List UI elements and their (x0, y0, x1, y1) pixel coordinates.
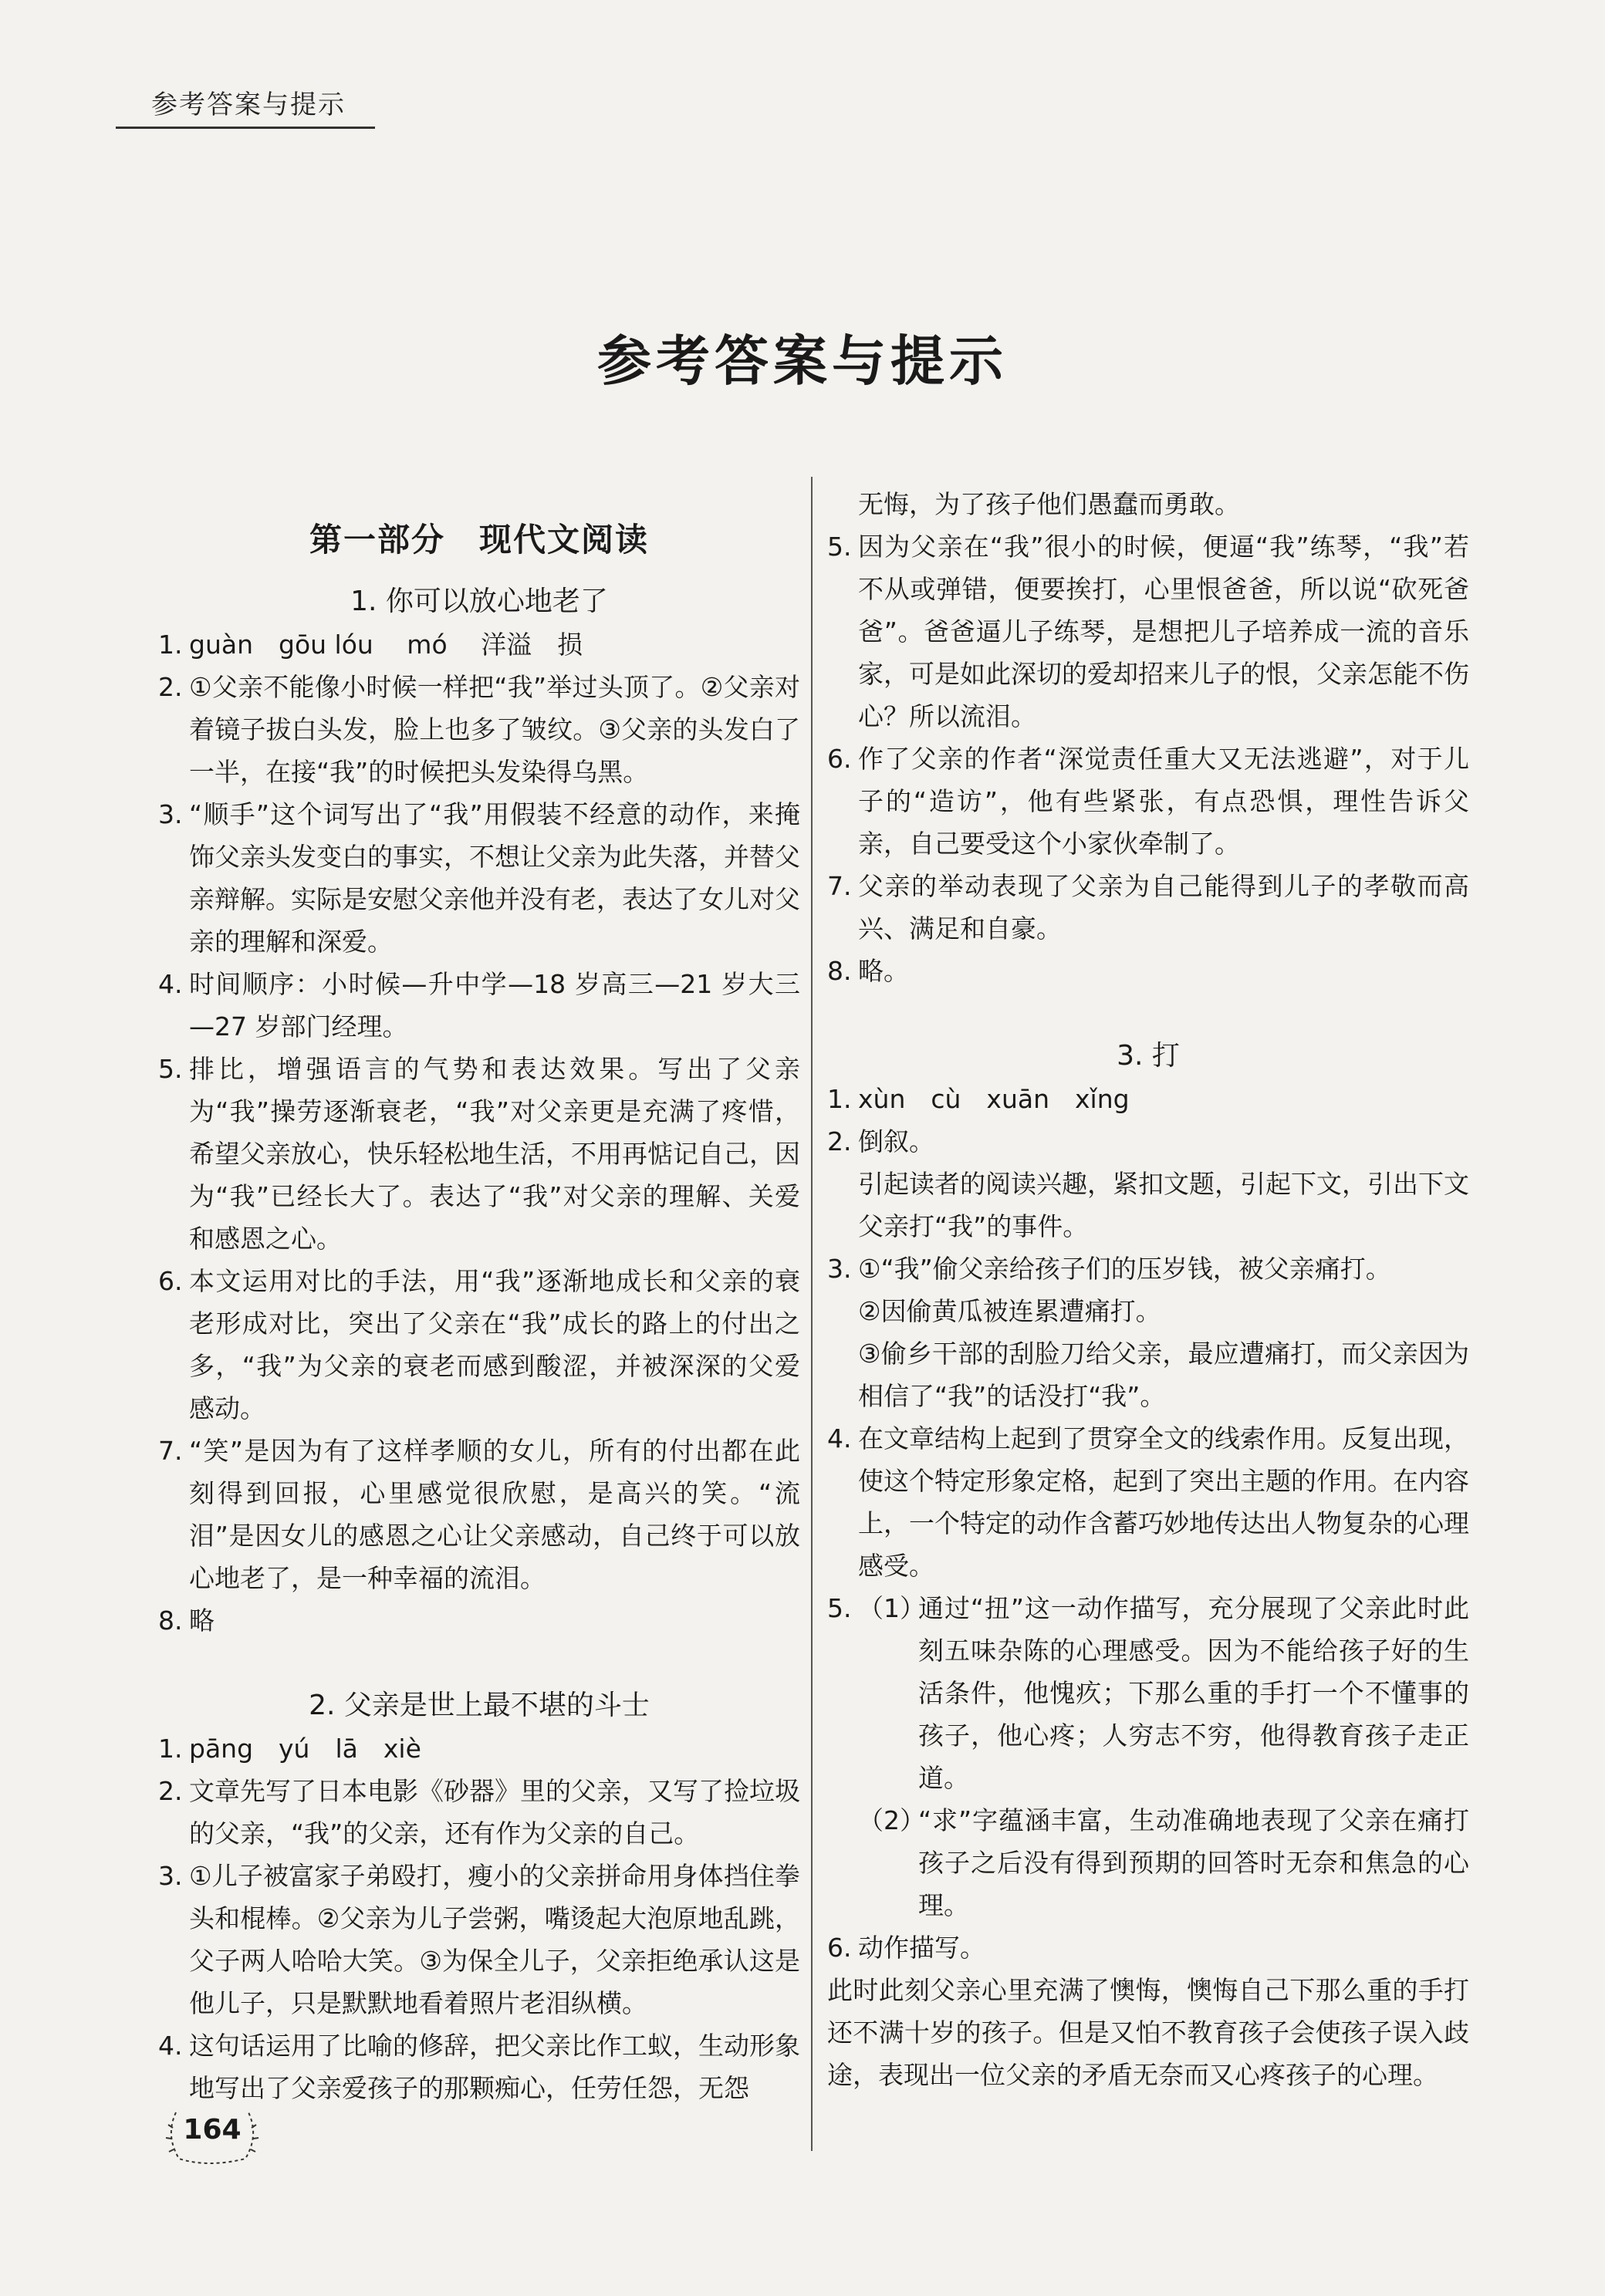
list-item (158, 1048, 800, 1260)
item-number: 1. (158, 630, 183, 660)
item-number: 4. (827, 1423, 852, 1454)
spacer (158, 1642, 800, 1684)
list-item (158, 1855, 800, 2024)
list-item (158, 1599, 800, 1642)
left-column (158, 483, 800, 2109)
article-title-1: 1. 你可以放心地老了 (350, 586, 608, 617)
item-number: 3. (827, 1254, 852, 1284)
item-number: 6. (158, 1266, 183, 1296)
item-text: ①儿子被富家子弟殴打，瘦小的父亲拼命用身体挡住拳头和棍棒。②父亲为儿子尝粥，嘴烫起大泡原地乱跳，父子两人哈哈大笑。③为保全儿子，父亲拒绝承认这是他儿子，只是默默地看着照片老泪纵横。 (189, 1861, 800, 2018)
item-number: 2. (158, 672, 183, 702)
item-text: “顺手”这个词写出了“我”用假装不经意的动作，来掩饰父亲头发变白的事实，不想让父亲为此失落，并替父亲辩解。实际是安慰父亲他并没有老，表达了女儿对父亲的理解和深爱。 (189, 799, 800, 957)
part-title: 第一部分 现代文阅读 (309, 521, 649, 559)
item-number: 6. (827, 1933, 852, 1963)
item-text: “笑”是因为有了这样孝顺的女儿，所有的付出都在此刻得到回报，心里感觉很欣慰，是高兴的笑。“流泪”是因女儿的感恩之心让父亲感动，自己终于可以放心地老了，是一种幸福的流泪。 (189, 1436, 800, 1593)
list-item (158, 793, 800, 963)
item-number: 2. (158, 1776, 183, 1806)
list-item (158, 1727, 800, 1770)
item-text: 本文运用对比的手法，用“我”逐渐地成长和父亲的衰老形成对比，突出了父亲在“我”成长的路上的付出之多，“我”为父亲的衰老而感到酸涩，并被深深的父爱感动。 (189, 1266, 800, 1423)
list-item (827, 1587, 1469, 1799)
sub-item-number: （1） (858, 1593, 925, 1623)
article-title-2: 2. 父亲是世上最不堪的斗士 (309, 1690, 650, 1721)
sub-item (858, 1799, 1469, 1926)
list-item (158, 666, 800, 793)
column-divider (811, 477, 813, 2151)
item-text: 此时此刻父亲心里充满了懊悔，懊悔自己下那么重的手打还不满十岁的孩子。但是又怕不教育孩子会使孩子误入歧途，表现出一位父亲的矛盾无奈而又心疼孩子的心理。 (827, 1975, 1469, 2090)
list-item (827, 1417, 1469, 1587)
item-text: 略。 (858, 956, 909, 986)
list-item-extra (827, 1969, 1469, 2096)
item-text: 略 (189, 1606, 215, 1636)
item-text: guàn gōu lóu mó 洋溢 损 (189, 630, 583, 660)
item-number: 5. (158, 1054, 183, 1084)
item-text: 排比，增强语言的气势和表达效果。写出了父亲为“我”操劳逐渐衰老，“我”对父亲更是充满了疼惜，希望父亲放心，快乐轻松地生活，不用再惦记自己，因为“我”已经长大了。表达了“我”对父亲的理解、关爱和感恩之心。 (189, 1054, 800, 1254)
list-item (158, 2024, 800, 2109)
list-item (827, 950, 1469, 992)
page-title: 参考答案与提示 (597, 329, 1008, 393)
article-title-3: 3. 打 (1117, 1040, 1180, 1072)
list-item-extra (827, 1799, 1469, 1926)
right-column (827, 483, 1469, 2096)
item-text: 在文章结构上起到了贯穿全文的线索作用。反复出现，使这个特定形象定格，起到了突出主题的作用。在内容上，一个特定的动作含蓄巧妙地传达出人物复杂的心理感受。 (858, 1423, 1469, 1581)
list-item (827, 1078, 1469, 1120)
item-text: ①父亲不能像小时候一样把“我”举过头顶了。②父亲对着镜子拔白头发，脸上也多了皱纹。③父亲的头发白了一半，在接“我”的时候把头发染得乌黑。 (189, 672, 800, 787)
list-item (158, 1770, 800, 1855)
continuation-text: 无悔，为了孩子他们愚蠢而勇敢。 (858, 489, 1240, 519)
item-text: 倒叙。 (858, 1126, 934, 1156)
item-text: 这句话运用了比喻的修辞，把父亲比作工蚁，生动形象地写出了父亲爱孩子的那颗痴心，任劳任怨，无怨 (189, 2031, 800, 2103)
sub-item-text: “求”字蕴涵丰富，生动准确地表现了父亲在痛打孩子之后没有得到预期的回答时无奈和焦急的心理。 (918, 1805, 1469, 1920)
item-number: 8. (827, 956, 852, 986)
item-number: 2. (827, 1126, 852, 1156)
item-text: 文章先写了日本电影《砂器》里的父亲，又写了捡垃圾的父亲，“我”的父亲，还有作为父亲的自己。 (189, 1776, 800, 1849)
item-number: 6. (827, 744, 852, 774)
list-item (827, 1120, 1469, 1163)
item-number: 7. (827, 871, 852, 901)
item-number: 7. (158, 1436, 183, 1466)
list-item (158, 623, 800, 666)
item-text: ③偷乡干部的刮脸刀给父亲，最应遭痛打，而父亲因为相信了“我”的话没打“我”。 (858, 1339, 1469, 1411)
page-number (162, 2105, 262, 2166)
running-head: 参考答案与提示 (151, 89, 346, 120)
list-item (827, 738, 1469, 865)
item-text: 时间顺序：小时候—升中学—18 岁高三—21 岁大三—27 岁部门经理。 (189, 969, 800, 1042)
running-head-rule (116, 127, 375, 129)
list-item (158, 1430, 800, 1599)
item-number: 1. (827, 1084, 852, 1114)
item-text: 动作描写。 (858, 1933, 985, 1963)
list-item-extra (827, 1332, 1469, 1417)
item-number: 3. (158, 799, 183, 829)
list-item-extra (827, 1290, 1469, 1332)
list-item (827, 1248, 1469, 1290)
sub-item-number: （2） (858, 1805, 925, 1835)
item-text: xùn cù xuān xǐng (858, 1084, 1130, 1114)
list-item (158, 1260, 800, 1430)
list-item-extra (827, 1163, 1469, 1248)
item-number: 8. (158, 1606, 183, 1636)
item-number: 4. (158, 969, 183, 999)
item-text: 因为父亲在“我”很小的时候，便逼“我”练琴，“我”若不从或弹错，便要挨打，心里恨爸爸，所以说“砍死爸爸”。爸爸逼儿子练琴，是想把儿子培养成一流的音乐家，可是如此深切的爱却招来儿子的恨，父亲怎能不伤心？所以流泪。 (858, 532, 1469, 731)
list-item (827, 865, 1469, 950)
spacer (827, 992, 1469, 1035)
sub-item-text: 通过“扭”这一动作描写，充分展现了父亲此时此刻五味杂陈的心理感受。因为不能给孩子好的生活条件，他愧疚；下那么重的手打一个不懂事的孩子，他心疼；人穷志不穷，他得教育孩子走正道。 (918, 1593, 1469, 1793)
item-number: 5. (827, 532, 852, 562)
item-number: 3. (158, 1861, 183, 1891)
item-number: 4. (158, 2031, 183, 2061)
sub-item (858, 1587, 1469, 1799)
item-text: 父亲的举动表现了父亲为自己能得到儿子的孝敬而高兴、满足和自豪。 (858, 871, 1469, 944)
list-item (827, 1926, 1469, 1969)
item-text: ①“我”偷父亲给孩子们的压岁钱，被父亲痛打。 (858, 1254, 1391, 1284)
item-text: pāng yú lā xiè (189, 1734, 421, 1764)
item-text: 作了父亲的作者“深觉责任重大又无法逃避”，对于儿子的“造访”，他有些紧张，有点恐惧，理性告诉父亲，自己要受这个小家伙牵制了。 (858, 744, 1469, 859)
item-number: 5. (827, 1593, 852, 1623)
item-number: 1. (158, 1734, 183, 1764)
item-text: ②因偷黄瓜被连累遭痛打。 (858, 1296, 1161, 1326)
page-number-text: 164 (183, 2114, 242, 2146)
list-item (827, 525, 1469, 738)
item-text: 引起读者的阅读兴趣，紧扣文题，引起下文，引出下文父亲打“我”的事件。 (858, 1169, 1469, 1241)
list-item (158, 963, 800, 1048)
